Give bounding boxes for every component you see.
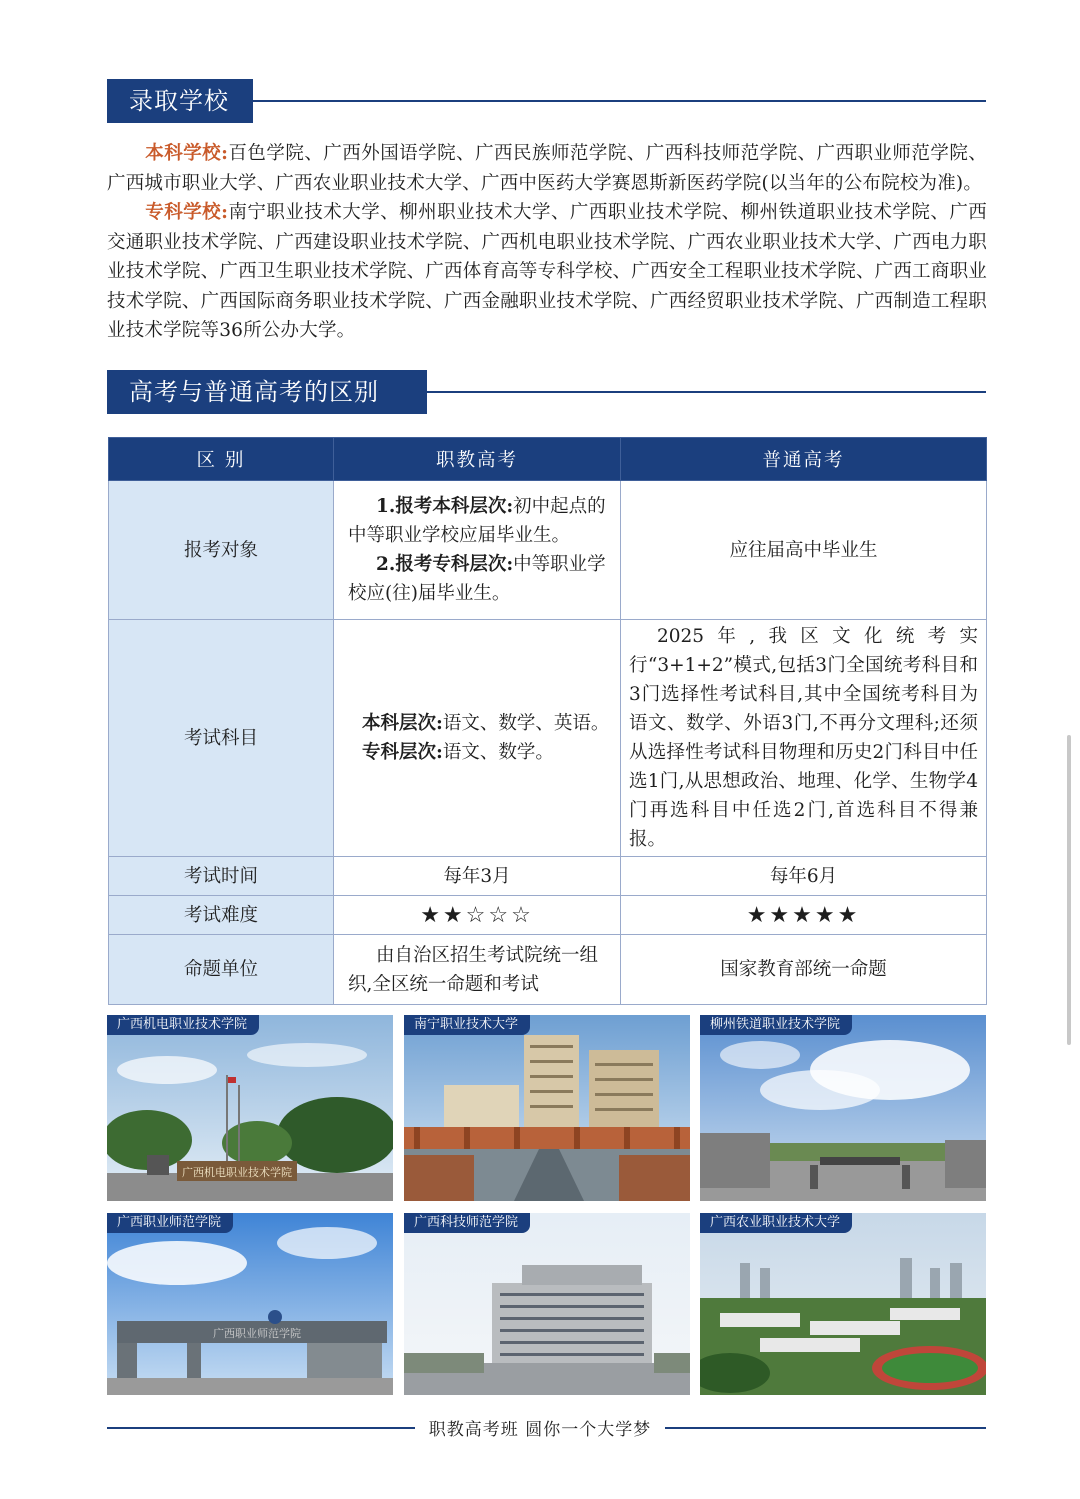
row-label: 考试难度 <box>109 896 334 935</box>
table-row <box>109 857 987 896</box>
campus-photo <box>700 1015 986 1201</box>
junior-lead: 专科学校: <box>145 202 229 223</box>
campus-image <box>107 1015 393 1201</box>
campus-image <box>404 1213 690 1395</box>
table-row <box>109 481 987 620</box>
header-general: 普通高考 <box>621 438 987 481</box>
campus-image <box>700 1213 986 1395</box>
campus-photo <box>404 1015 690 1201</box>
comparison-table <box>108 437 987 1005</box>
vocational-target: 1.报考本科层次:初中起点的中等职业学校应届毕业生。 2.报考专科层次:中等职业学校应(往)届毕业生。 <box>334 481 621 620</box>
undergrad-lead: 本科学校: <box>145 143 229 164</box>
undergrad-list: 百色学院、广西外国语学院、广西民族师范学院、广西科技师范学院、广西职业师范学院、广西城市职业大学、广西农业职业技术大学、广西中医药大学赛恩斯新医药学院(以当年的公布院校为准)。 <box>107 143 987 194</box>
campus-image <box>700 1015 986 1201</box>
photo-caption: 柳州铁道职业技术学院 <box>700 1015 852 1035</box>
row-label: 考试科目 <box>109 620 334 857</box>
section-title: 录取学校 <box>107 79 253 123</box>
campus-photo <box>700 1213 986 1399</box>
campus-photo <box>107 1213 393 1399</box>
photo-caption: 广西职业师范学院 <box>107 1213 233 1233</box>
header-category: 区 别 <box>109 438 334 481</box>
section-title: 高考与普通高考的区别 <box>107 370 427 414</box>
row-label: 报考对象 <box>109 481 334 620</box>
vocational-authority: 由自治区招生考试院统一组织,全区统一命题和考试 <box>334 935 621 1005</box>
row-label: 考试时间 <box>109 857 334 896</box>
table-header-row <box>109 438 987 481</box>
campus-photo <box>404 1213 690 1399</box>
junior-list: 南宁职业技术大学、柳州职业技术大学、广西职业技术学院、柳州铁道职业技术学院、广西交通职业技术学院、广西建设职业技术学院、广西机电职业技术学院、广西农业职业技术大学、广西电力职业技术学院、广西卫生职业技术学院、广西体育高等专科学校、广西安全工程职业技术学院、广西工商职业技术学院、广西国际商务职业技术学院、广西金融职业技术学院、广西经贸职业技术学院、广西制造工程职业技术学院等36所公办大学。 <box>107 202 987 341</box>
header-vocational: 职教高考 <box>334 438 621 481</box>
undergrad-schools-paragraph <box>107 139 987 198</box>
photo-caption: 广西机电职业技术学院 <box>107 1015 259 1035</box>
general-subjects: 2025年,我区文化统考实行“3+1+2”模式,包括3门全国统考科目和3门选择性考试科目,其中全国统考科目为语文、数学、外语3门,不再分文理科;还须从选择性考试科目物理和历史2门科目中任选1门,从思想政治、地理、化学、生物学4门再选科目中任选2门,首选科目不得兼报。 <box>621 620 987 857</box>
campus-image <box>404 1015 690 1201</box>
vocational-difficulty-rating: ★★☆☆☆ <box>334 896 621 935</box>
general-difficulty-rating: ★★★★★ <box>621 896 987 935</box>
vocational-time: 每年3月 <box>334 857 621 896</box>
scrollbar[interactable] <box>1067 735 1071 1045</box>
photo-caption: 南宁职业技术大学 <box>404 1015 530 1035</box>
footer-slogan: 职教高考班 圆你一个大学梦 <box>0 1415 1080 1440</box>
campus-image <box>107 1213 393 1395</box>
general-authority: 国家教育部统一命题 <box>621 935 987 1005</box>
gate-sign: 广西机电职业技术学院 <box>182 1166 292 1179</box>
gate-sign: 广西职业师范学院 <box>213 1327 301 1340</box>
photo-caption: 广西科技师范学院 <box>404 1213 530 1233</box>
photo-caption: 广西农业职业技术大学 <box>700 1213 852 1233</box>
general-time: 每年6月 <box>621 857 987 896</box>
row-label: 命题单位 <box>109 935 334 1005</box>
general-target: 应往届高中毕业生 <box>621 481 987 620</box>
section-divider <box>253 100 986 102</box>
section-divider <box>427 391 986 393</box>
junior-schools-paragraph <box>107 198 987 346</box>
campus-photo <box>107 1015 393 1201</box>
table-row <box>109 620 987 857</box>
table-row <box>109 896 987 935</box>
section-header-admission <box>107 79 986 123</box>
section-header-comparison <box>107 370 986 414</box>
table-row <box>109 935 987 1005</box>
vocational-subjects: 本科层次:语文、数学、英语。 专科层次:语文、数学。 <box>334 620 621 857</box>
